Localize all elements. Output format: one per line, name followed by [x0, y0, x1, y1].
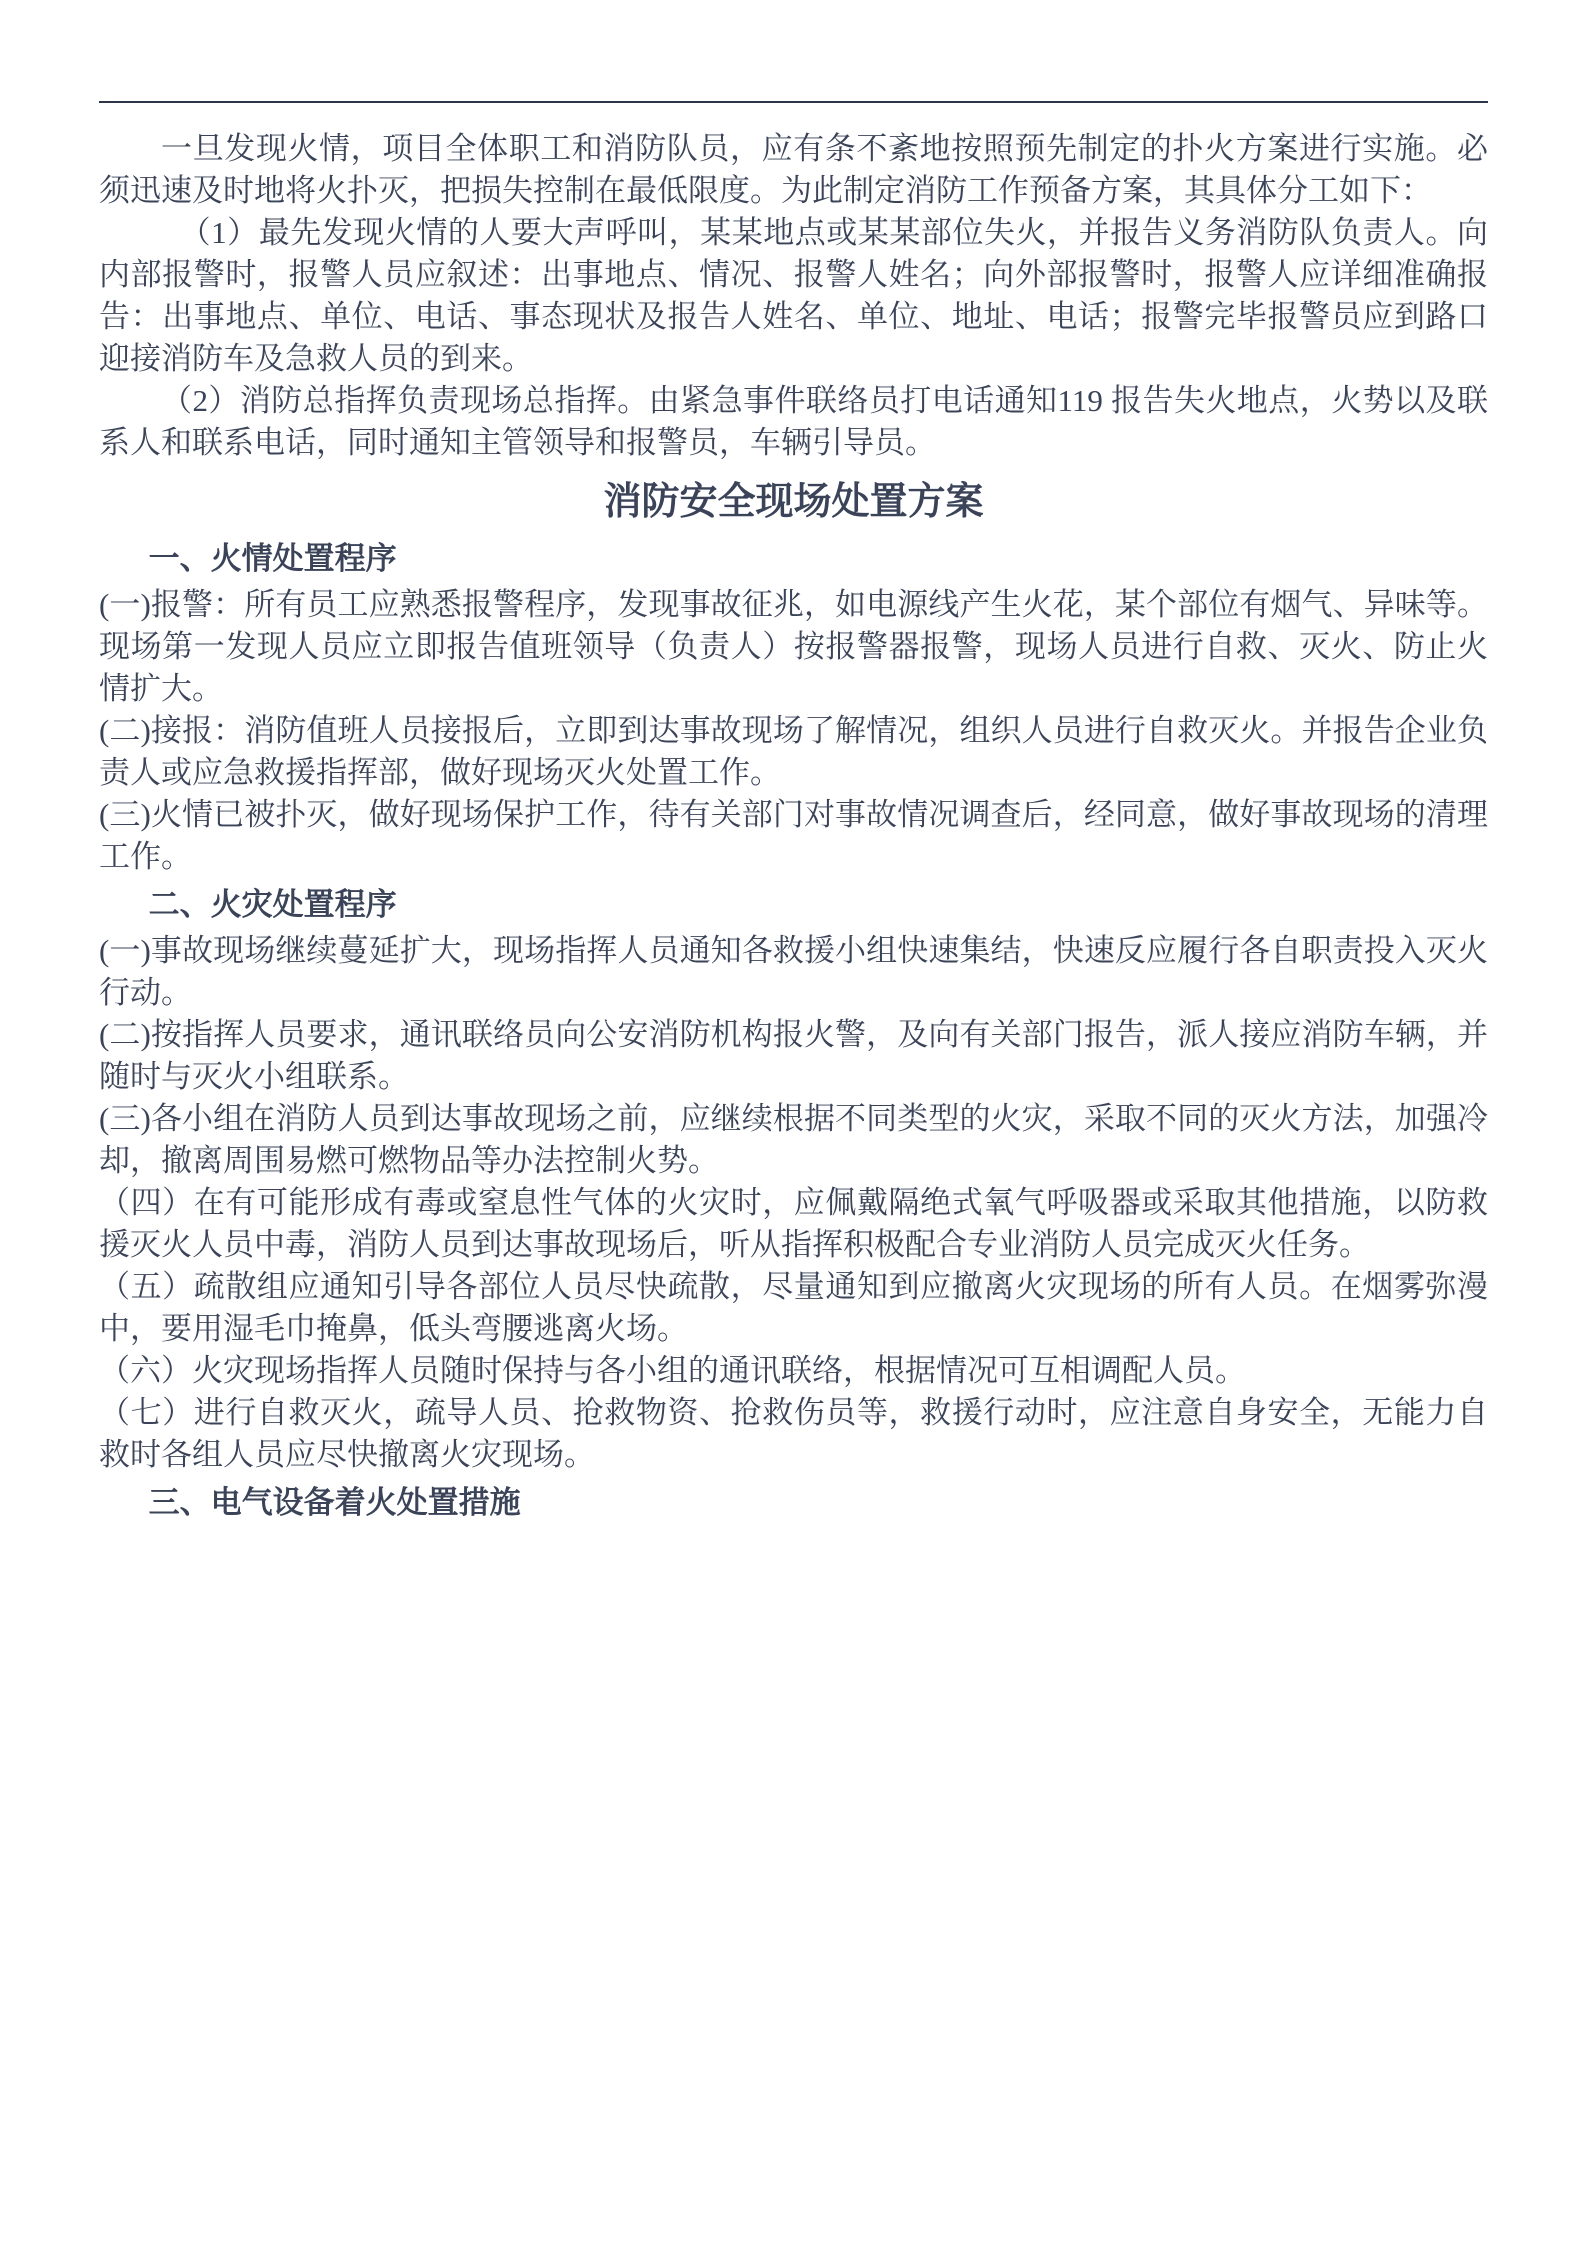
preamble-paragraph: 一旦发现火情，项目全体职工和消防队员，应有条不紊地按照预先制定的扑火方案进行实施。必须迅速及时地将火扑灭，把损失控制在最低限度。为此制定消防工作预备方案，其具体分工如下：: [99, 131, 1488, 208]
header-divider: [99, 101, 1488, 103]
preamble-list-item-1: （1）最先发现火情的人要大声呼叫，某某地点或某某部位失火，并报告义务消防队负责人。向内部报警时，报警人员应叙述：出事地点、情况、报警人姓名；向外部报警时，报警人应详细准确报告：出事地点、单位、电话、事态现状及报告人姓名、单位、地址、电话；报警完毕报警员应到路口迎接消防车及急救人员的到来。: [99, 215, 1488, 376]
section-1-item-2: (二)接报：消防值班人员接报后，立即到达事故现场了解情况，组织人员进行自救灭火。并报告企业负责人或应急救援指挥部，做好现场灭火处置工作。: [99, 713, 1488, 790]
section-2-heading: 二、火灾处置程序: [148, 887, 397, 922]
section-2-item-1: (一)事故现场继续蔓延扩大，现场指挥人员通知各救援小组快速集结，快速反应履行各自职责投入灭火行动。: [99, 933, 1488, 1010]
section-1-item-3: (三)火情已被扑灭，做好现场保护工作，待有关部门对事故情况调查后，经同意，做好事故现场的清理工作。: [99, 797, 1488, 874]
document-title: 消防安全现场处置方案: [603, 481, 984, 523]
section-2-item-3: (三)各小组在消防人员到达事故现场之前，应继续根据不同类型的火灾，采取不同的灭火方法，加强冷却，撤离周围易燃可燃物品等办法控制火势。: [99, 1101, 1488, 1178]
section-2-item-2: (二)按指挥人员要求，通讯联络员向公安消防机构报火警，及向有关部门报告，派人接应消防车辆，并随时与灭火小组联系。: [99, 1017, 1488, 1094]
section-1-heading: 一、火情处置程序: [148, 541, 397, 576]
section-2-item-6: （六）火灾现场指挥人员随时保持与各小组的通讯联络，根据情况可互相调配人员。: [99, 1353, 1246, 1388]
section-3-heading: 三、电气设备着火处置措施: [148, 1485, 521, 1520]
preamble-list-item-2: （2）消防总指挥负责现场总指挥。由紧急事件联络员打电话通知119 报告失火地点，火势以及联系人和联系电话，同时通知主管领导和报警员，车辆引导员。: [99, 383, 1488, 460]
section-1-item-1: (一)报警：所有员工应熟悉报警程序，发现事故征兆，如电源线产生火花，某个部位有烟气、异味等。现场第一发现人员应立即报告值班领导（负责人）按报警器报警，现场人员进行自救、灭火、防止火情扩大。: [99, 587, 1488, 706]
section-2-item-4: （四）在有可能形成有毒或窒息性气体的火灾时，应佩戴隔绝式氧气呼吸器或采取其他措施，以防救援灭火人员中毒，消防人员到达事故现场后，听从指挥积极配合专业消防人员完成灭火任务。: [99, 1185, 1488, 1262]
section-2-item-5: （五）疏散组应通知引导各部位人员尽快疏散，尽量通知到应撤离火灾现场的所有人员。在烟雾弥漫中，要用湿毛巾掩鼻，低头弯腰逃离火场。: [99, 1269, 1488, 1346]
section-2-item-7: （七）进行自救灭火，疏导人员、抢救物资、抢救伤员等，救援行动时，应注意自身安全，无能力自救时各组人员应尽快撤离火灾现场。: [99, 1395, 1488, 1472]
document-body: [99, 128, 1488, 1528]
